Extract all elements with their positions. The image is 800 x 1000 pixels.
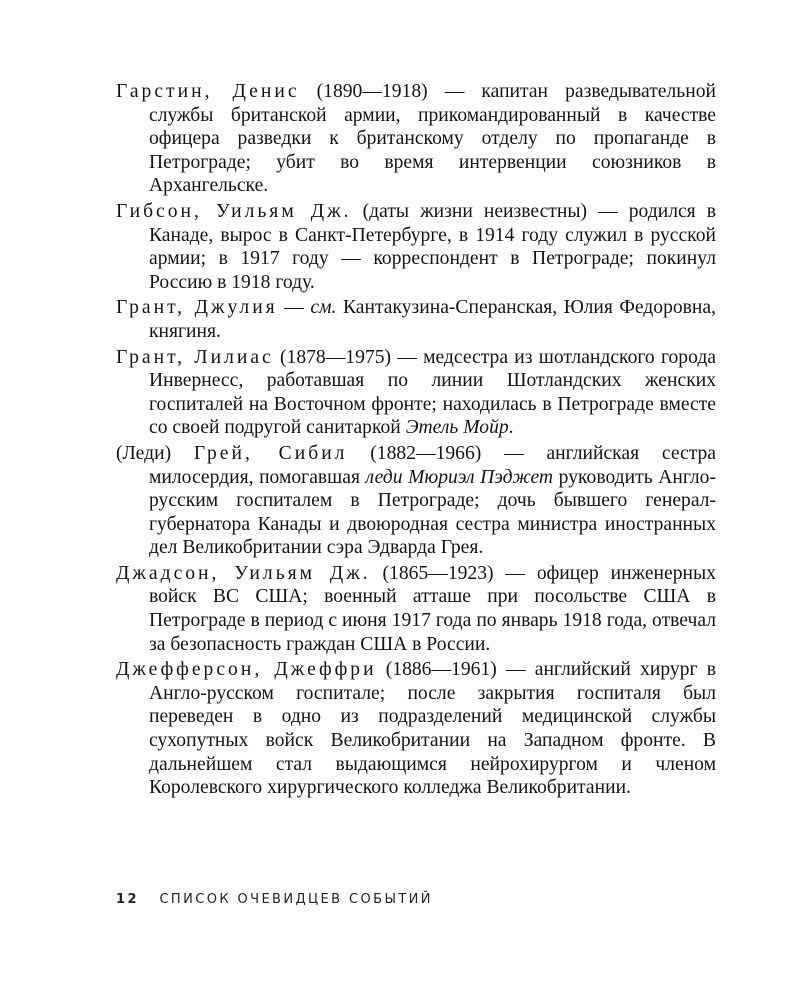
entry-description: (1865—1923) — офицер инженерных войск ВС США; военный атташе при посольстве США в Петрограде в период с июня 1917 года по январь 1918 года, отвечал за безопасность граждан США в России. — [149, 562, 716, 655]
entry-name: Грант, Джулия — [116, 297, 278, 319]
entry-description: . — [508, 417, 514, 439]
page-body — [116, 80, 716, 802]
entry-description: (даты жизни неизвестны) — родился в Канаде, вырос в Санкт-Петербурге, в 1914 году служил в русской армии; в 1917 году — корреспондент в Петрограде; покинул Россию в 1918 году. — [149, 200, 716, 293]
glossary-entry — [116, 200, 716, 294]
glossary-entry — [116, 562, 716, 656]
entry-description: (1886—1961) — английский хирург в Англо-русском госпитале; после закрытия госпиталя был переведен в одно из подразделений медицинской службы сухопутных войск Великобритании на Западном фронте. В дальнейшем стал выдающимся нейрохирургом и членом Королевского хирургического колледжа Великобритании. — [149, 659, 716, 799]
entry-italic-reference: Этель Мойр — [405, 417, 509, 439]
page-footer — [116, 892, 716, 907]
entry-description: (1878—1975) — медсестра из шотландского города Инвернесс, работавшая по линии Шотландских женских госпиталей на Восточном фронте; находилась в Петрограде вместе со своей подругой санитаркой — [149, 346, 717, 439]
running-title: СПИСОК ОЧЕВИДЦЕВ СОБЫТИЙ — [159, 892, 433, 907]
entry-name: Джефферсон, Джеффри — [116, 659, 377, 681]
glossary-entry — [116, 80, 716, 198]
entry-name: Грей, Сибил — [193, 442, 348, 464]
glossary-entry — [116, 658, 716, 800]
entry-name: Джадсон, Уильям Дж. — [116, 562, 371, 584]
entry-name: Гибсон, Уильям Дж. — [116, 200, 352, 222]
entry-description: (1890—1918) — капитан разведывательной службы британской армии, прикомандированный в качестве офицера разведки к британскому отделу по пропаганде в Петрограде; убит во время интервенции союзников в Архангельске. — [149, 81, 716, 197]
entry-name: Грант, Лилиас — [116, 346, 274, 368]
entry-italic-reference: леди Мюриэл Пэджет — [365, 466, 554, 488]
glossary-entry — [116, 346, 716, 440]
entry-name: Гарстин, Денис — [116, 81, 300, 102]
page-number: 12 — [116, 892, 139, 907]
entry-italic-reference: см. — [310, 297, 337, 319]
entry-description: руководить Англо-русским госпиталем в Петрограде; дочь бывшего генерал-губернатора Канады и двоюродная сестра министра иностранных дел Великобритании сэра Эдварда Грея. — [149, 466, 716, 559]
glossary-entry — [116, 296, 716, 343]
glossary-entry — [116, 442, 716, 560]
entry-prefix: (Леди) — [116, 442, 194, 464]
glossary-list — [116, 80, 716, 800]
entry-description: Кантакузина-Сперанская, Юлия Федоровна, княгиня. — [149, 297, 717, 342]
entry-description: (1882—1966) — английская сестра милосердия, помогавшая — [149, 442, 716, 488]
entry-description: — — [277, 297, 311, 319]
